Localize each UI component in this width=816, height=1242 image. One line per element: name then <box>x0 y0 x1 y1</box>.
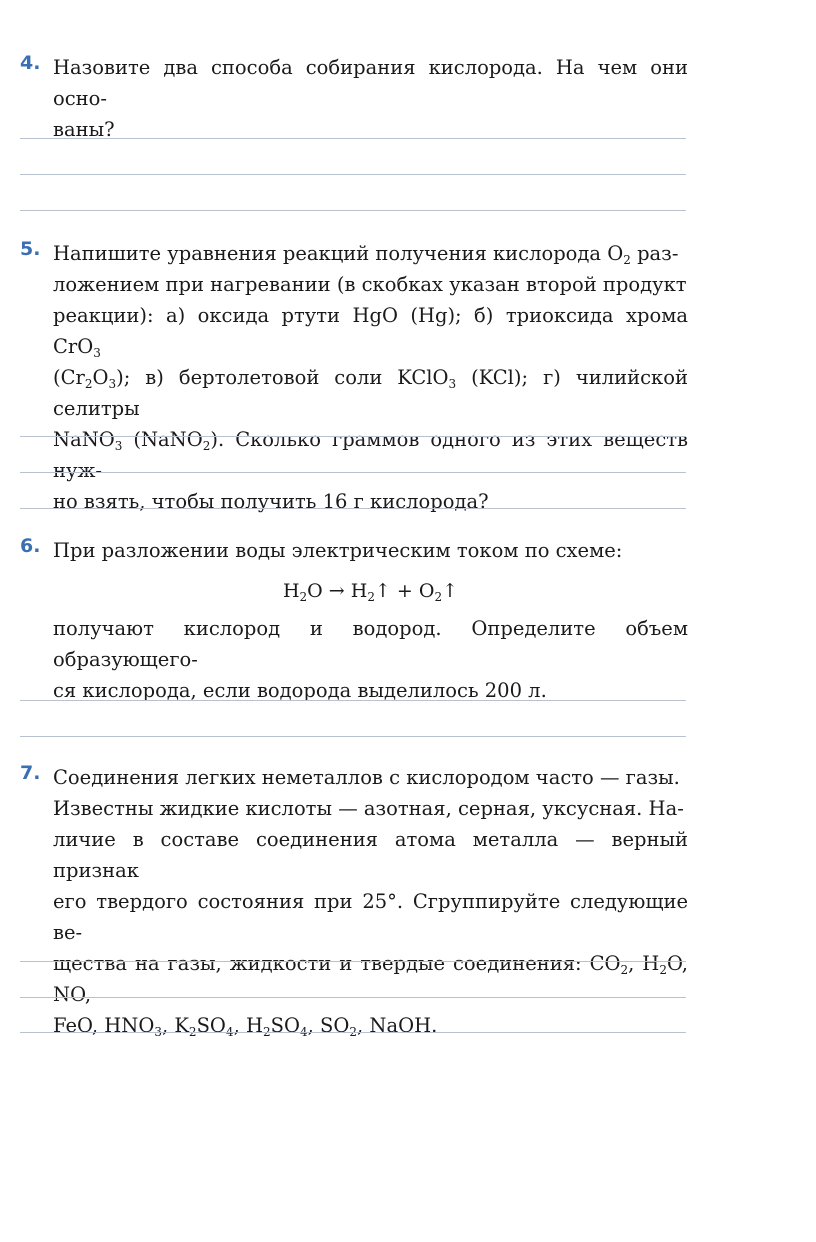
task-text: Соединения легких неметаллов с кислородом часто — газы. Известны жидкие кислоты — азотная, серная, уксусная. На- личие в составе соединения атома металла — верный признак его твердого состояния при 25°. Сгруппируйте следующие ве- щества на газы, жидкости и твердые соединения: $CO_2$, $H_2O$, NO, FeO, $HNO_3$, $K_2SO_4$, $H_2SO_4$, $SO_2$, NaOH. <box>53 766 688 1039</box>
task-number: 6. <box>20 535 41 557</box>
answer-line[interactable] <box>20 174 686 175</box>
answer-line[interactable] <box>20 961 686 962</box>
answer-line[interactable] <box>20 436 686 437</box>
task-5 <box>20 238 688 517</box>
answer-line[interactable] <box>20 472 686 473</box>
task-number: 7. <box>20 762 41 784</box>
task-6 <box>20 535 688 706</box>
task-text: При разложении воды электрическим током по схеме: <box>53 539 623 562</box>
answer-line[interactable] <box>20 700 686 701</box>
reaction-formula: $H_2O$ → $H_2↑$ + $O_2↑$ <box>282 580 459 604</box>
task-text: Напишите уравнения реакций получения кислорода $O_2$ раз- ложением при нагревании (в скобках указан второй продукт реакции): а) оксида ртути HgO (Hg); б) триоксида хрома CrO$_3$ $(Cr_2O_3)$; в) бертолетовой соли KClO$_3$ (KCl); г) чилийской селитры NaNO$_3$ (NaNO$_2$). Сколько граммов одного из этих веществ нуж- но взять, чтобы получить 16 г кислорода? <box>53 242 689 513</box>
task-number: 5. <box>20 238 41 260</box>
answer-line[interactable] <box>20 210 686 211</box>
answer-line[interactable] <box>20 736 686 737</box>
task-number: 4. <box>20 52 41 74</box>
task-text-continued: получают кислород и водород. Определите объем образующего- ся кислорода, если водорода выделилось 200 л. <box>53 617 688 702</box>
task-text: Назовите два способа собирания кислорода. На чем они осно- ваны? <box>53 56 688 141</box>
task-4 <box>20 52 688 145</box>
answer-line[interactable] <box>20 997 686 998</box>
answer-line[interactable] <box>20 1032 686 1033</box>
task-7 <box>20 762 688 1041</box>
answer-line[interactable] <box>20 138 686 139</box>
answer-line[interactable] <box>20 508 686 509</box>
